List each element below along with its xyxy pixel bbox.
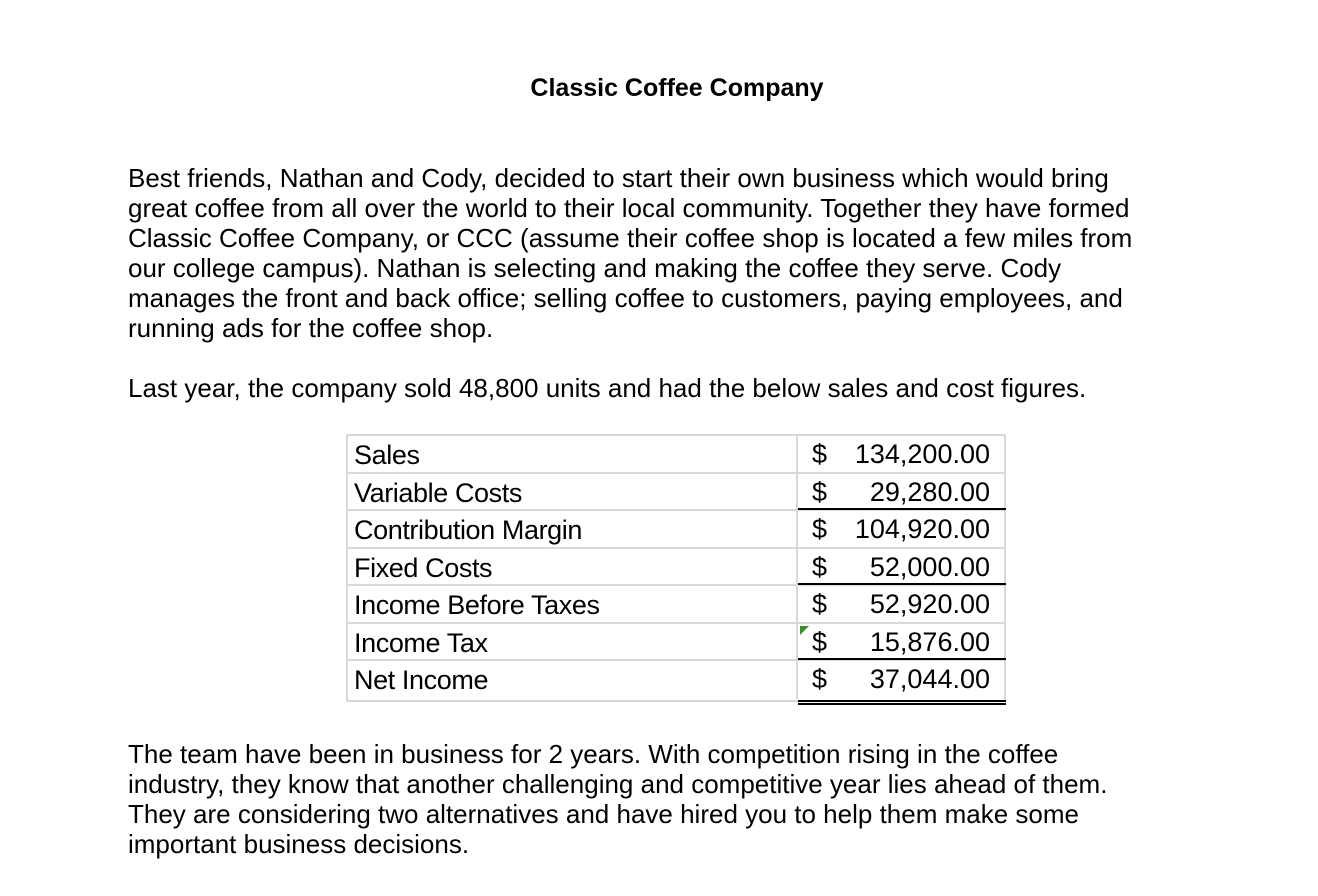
currency-symbol: $ — [812, 664, 828, 694]
row-amount: 134,200.00 — [854, 439, 990, 469]
row-value-cell[interactable] — [798, 436, 1004, 472]
table-row-variable-costs — [348, 474, 1004, 512]
intro-line: our college campus). Nathan is selecting and making the coffee they serve. Cody — [128, 253, 1062, 283]
table-row-contribution-margin — [348, 511, 1004, 549]
summary-line: Last year, the company sold 48,800 units and had the below sales and cost figures. — [128, 373, 1087, 403]
closing-line: important business decisions. — [128, 829, 470, 859]
row-value-cell[interactable] — [798, 586, 1004, 622]
currency-symbol: $ — [812, 476, 828, 507]
summary-paragraph — [128, 373, 1208, 403]
currency-symbol: $ — [812, 514, 828, 544]
row-value-cell[interactable] — [798, 474, 1004, 510]
intro-line: Best friends, Nathan and Cody, decided to start their own business which would bring — [128, 163, 1109, 193]
intro-paragraph — [128, 163, 1208, 343]
income-statement-table — [346, 434, 1006, 702]
closing-line: They are considering two alternatives and have hired you to help them make some — [128, 799, 1079, 829]
row-label[interactable]: Fixed Costs — [354, 552, 493, 583]
row-label[interactable]: Income Before Taxes — [354, 590, 600, 620]
closing-line: industry, they know that another challenging and competitive year lies ahead of them. — [128, 769, 1108, 799]
row-amount: 104,920.00 — [854, 514, 990, 544]
table-row-fixed-costs — [348, 549, 1004, 587]
currency-symbol: $ — [812, 626, 828, 657]
intro-line: Classic Coffee Company, or CCC (assume their coffee shop is located a few miles from — [128, 223, 1133, 253]
total-double-underline — [798, 700, 1006, 705]
comment-indicator-icon[interactable] — [800, 626, 809, 635]
row-label[interactable]: Net Income — [354, 665, 489, 695]
intro-line: running ads for the coffee shop. — [128, 313, 494, 343]
table-row-net-income — [348, 661, 1004, 699]
row-amount: 29,280.00 — [869, 476, 990, 507]
row-amount: 52,000.00 — [869, 551, 990, 582]
currency-symbol: $ — [812, 589, 828, 619]
subtotal-underline — [798, 658, 1006, 660]
subtotal-underline — [798, 583, 1006, 585]
row-label[interactable]: Contribution Margin — [354, 515, 583, 545]
intro-line: great coffee from all over the world to their local community. Together they have formed — [128, 193, 1130, 223]
table-row-sales — [348, 436, 1004, 474]
closing-line: The team have been in business for 2 years. With competition rising in the coffee — [128, 739, 1059, 769]
row-amount: 15,876.00 — [869, 626, 990, 657]
row-value-cell[interactable] — [798, 511, 1004, 547]
subtotal-underline — [798, 508, 1006, 510]
currency-symbol: $ — [812, 439, 828, 469]
table-row-income-tax — [348, 624, 1004, 662]
closing-paragraph — [128, 739, 1208, 859]
row-amount: 37,044.00 — [869, 664, 990, 694]
document-title: Classic Coffee Company — [530, 74, 824, 102]
table-row-income-before-taxes — [348, 586, 1004, 624]
intro-line: manages the front and back office; selling coffee to customers, paying employees, and — [128, 283, 1123, 313]
row-label[interactable]: Sales — [354, 440, 420, 470]
currency-symbol: $ — [812, 551, 828, 582]
row-value-cell[interactable] — [798, 624, 1004, 660]
row-label[interactable]: Variable Costs — [354, 477, 522, 508]
row-value-cell[interactable] — [798, 661, 1004, 699]
row-value-cell[interactable] — [798, 549, 1004, 585]
row-amount: 52,920.00 — [869, 589, 990, 619]
row-label[interactable]: Income Tax — [354, 627, 488, 658]
